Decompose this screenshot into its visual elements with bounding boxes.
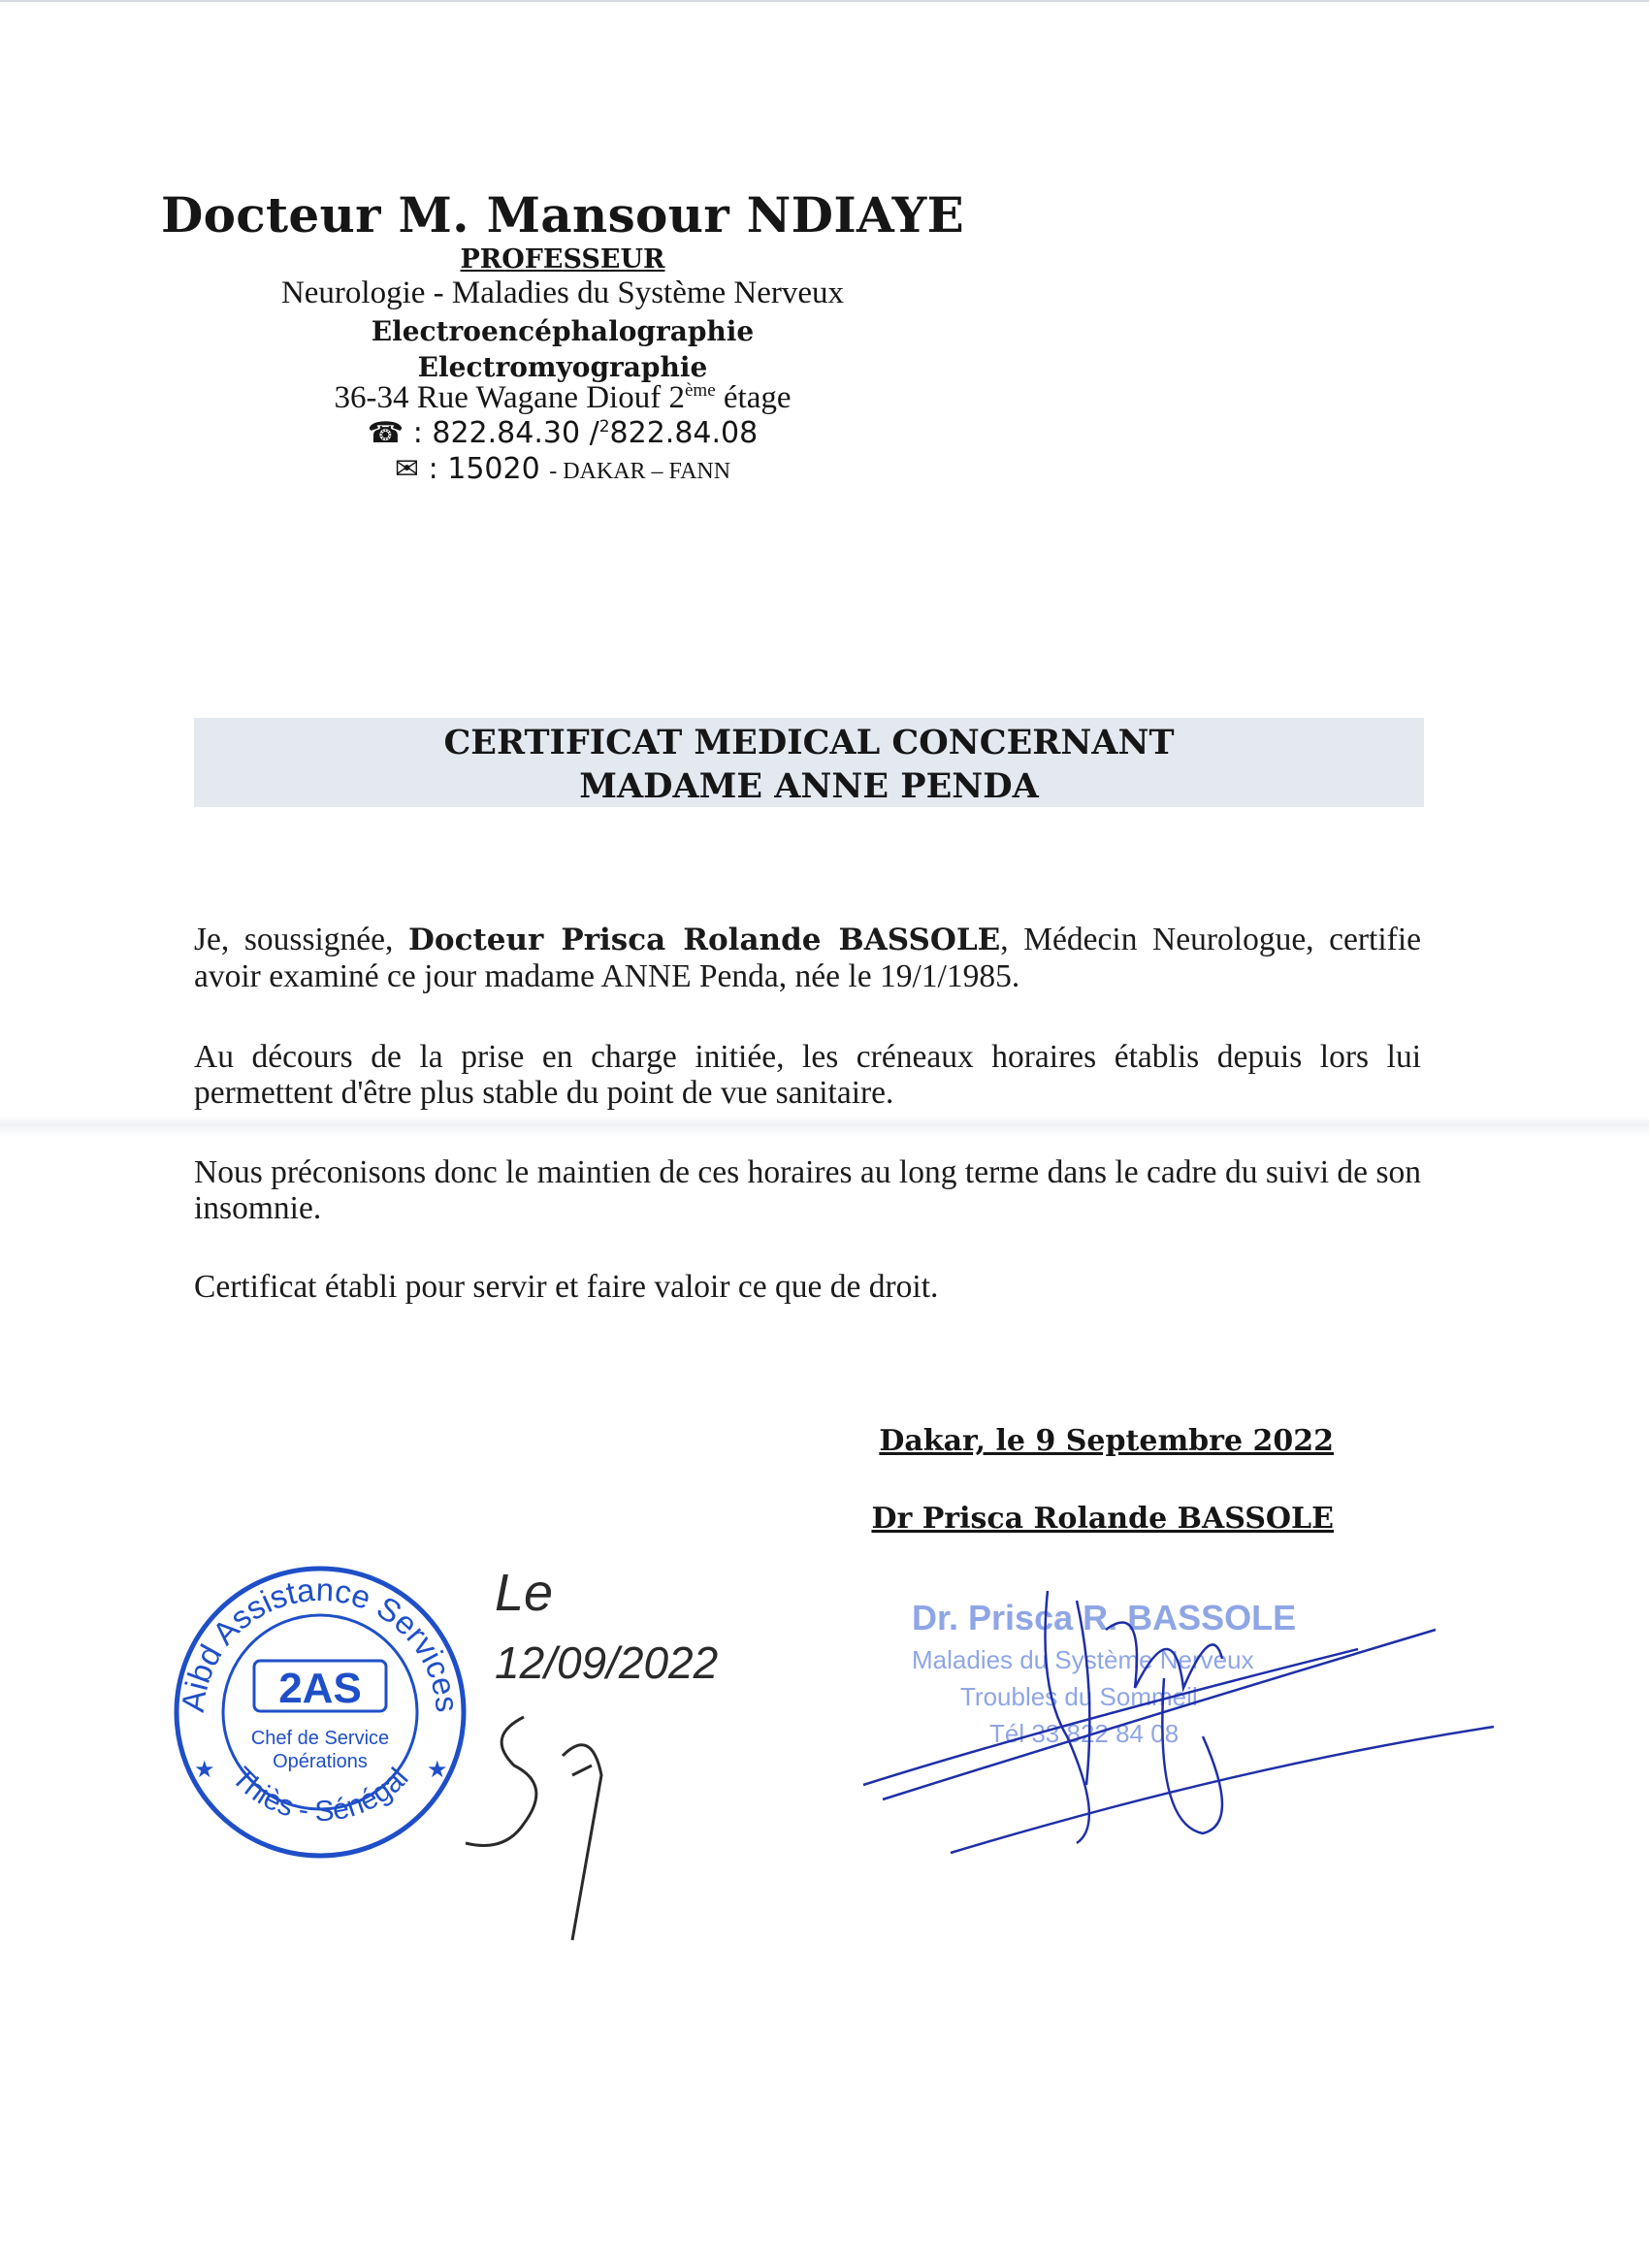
stamp-logo: 2AS [278, 1665, 362, 1712]
handwritten-initials-stroke2 [563, 1745, 601, 1940]
letterhead-phone [0, 416, 1125, 450]
phone-number: : 822.84.30 / [404, 416, 599, 450]
company-round-stamp [165, 1552, 475, 1863]
paragraph-recommendation: Nous préconisons donc le maintien de ces horaires au long terme dans le cadre du suivi de son insomnie. [194, 1154, 1421, 1226]
stamp-star-left-icon: ★ [194, 1757, 215, 1783]
scan-edge [0, 0, 1649, 2]
stamp-center-line2: Opérations [273, 1751, 368, 1772]
paragraph-declaration [194, 922, 1421, 994]
address-prefix: 36-34 Rue Wagane Diouf 2 [334, 380, 685, 415]
certificate-title-line1: CERTIFICAT MEDICAL CONCERNANT [443, 723, 1175, 762]
paper-fold-line [0, 1116, 1649, 1137]
handwritten-date: 12/09/2022 [495, 1637, 719, 1688]
sig-stamp-line3: Troubles du Sommeil [960, 1682, 1198, 1711]
address-suffix: étage [715, 380, 792, 415]
mail-icon: ✉ [394, 452, 420, 486]
handwritten-note [456, 1533, 824, 1950]
letterhead-address [0, 380, 1125, 416]
handwritten-initials-stroke1 [466, 1717, 536, 1846]
letterhead-eeg: Electroencéphalographie [371, 315, 755, 347]
phone-icon: ☎ [367, 416, 404, 450]
address-superscript: ème [684, 380, 716, 401]
stamp-star-right-icon: ★ [427, 1757, 448, 1783]
declaration-end: , Médecin Neurologue, certifie avoir examiné ce jour madame ANNE Penda, née le 19/1/1985. [194, 922, 1421, 994]
sig-stamp-line4: Tél 33 822 84 08 [989, 1719, 1180, 1748]
postbox-number: : 15020 [419, 452, 550, 486]
doctor-signature-stamp [854, 1571, 1513, 1863]
paragraph-observation: Au décours de la prise en charge initiée, les créneaux horaires établis depuis lors lui permettent d'être plus stable du point de vue sanitaire. [194, 1039, 1421, 1111]
handwritten-le: Le [495, 1564, 554, 1622]
stamp-ring-top-text: Aibd Assistance Services [174, 1571, 467, 1714]
declaration-doctor: Docteur Prisca Rolande BASSOLE [408, 923, 1001, 957]
certificate-title-line2: MADAME ANNE PENDA [579, 766, 1039, 806]
handwritten-initials-stroke3 [572, 1766, 592, 1775]
phone-superscript: 2 [598, 417, 610, 437]
sig-stamp-line1: Dr. Prisca R. BASSOLE [912, 1598, 1297, 1637]
place-date: Dakar, le 9 Septembre 2022 [879, 1424, 1334, 1458]
letterhead-specialty: Neurologie - Maladies du Système Nerveux [280, 275, 845, 310]
letterhead-doctor-name: Docteur M. Mansour NDIAYE [160, 186, 965, 243]
phone-number-2: 822.84.08 [609, 416, 759, 450]
declaration-start: Je, soussignée, [194, 922, 409, 957]
postbox-city: - DAKAR – FANN [549, 459, 731, 484]
letterhead-postbox [0, 452, 1125, 486]
sig-stamp-line2: Maladies du Système Nerveux [912, 1645, 1254, 1674]
stamp-center-line1: Chef de Service [250, 1728, 390, 1749]
stamp-ring-bottom-text: Thiès - Sénégal [225, 1761, 415, 1829]
letterhead-title: PROFESSEUR [460, 244, 665, 275]
paragraph-closing: Certificat établi pour servir et faire valoir ce que de droit. [194, 1269, 939, 1305]
letterhead-emg: Electromyographie [417, 351, 708, 383]
signer-name: Dr Prisca Rolande BASSOLE [871, 1502, 1334, 1536]
